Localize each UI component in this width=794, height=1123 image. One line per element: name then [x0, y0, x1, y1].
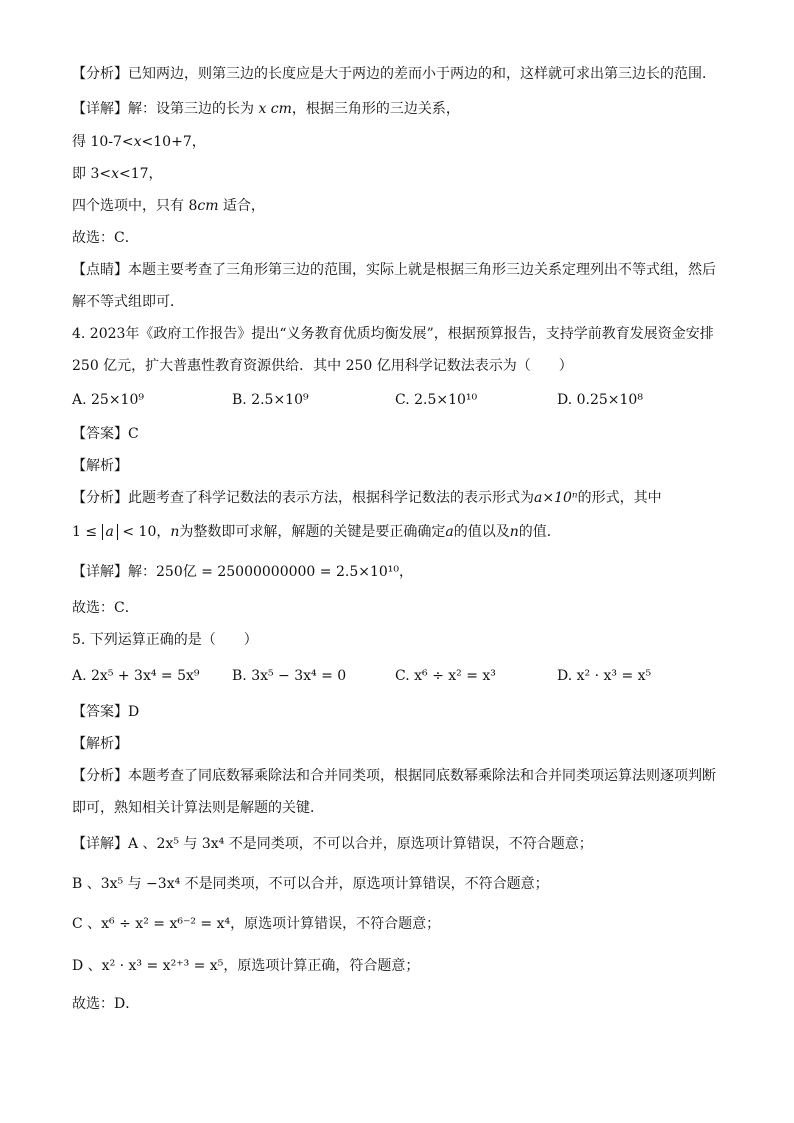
q5-detail-c: C 、x⁶ ÷ x² = x⁶⁻² = x⁴，原选项计算错误，不符合题意；	[72, 916, 441, 932]
q5-option-c: C. x⁶ ÷ x² = x³	[395, 668, 496, 684]
q5-answer: 【答案】D	[72, 704, 140, 720]
q5-options	[72, 666, 734, 686]
q5-detail-a: 【详解】A 、2x⁵ 与 3x⁴ 不是同类项，不可以合并，原选项计算错误，不符合题意；	[72, 836, 593, 852]
q4-analysis-1	[72, 488, 734, 508]
q4-option-c: C. 2.5×10¹⁰	[395, 392, 478, 408]
q4-option-d: D. 0.25×10⁸	[557, 392, 643, 408]
q3-detail-text: 【详解】解：设第三边的长为	[72, 101, 254, 117]
q4-abs-a-var: a	[105, 524, 114, 540]
q3-detail	[72, 99, 734, 119]
q3-comment-1: 【点睛】本题主要考查了三角形第三边的范围，实际上就是根据三角形三边关系定理列出不等式组，然后	[72, 262, 716, 278]
q5-analysis-1: 【分析】本题考查了同底数幂乘除法和合并同类项，根据同底数幂乘除法和合并同类项运算法则逐项判断	[72, 768, 716, 784]
q3-step-1-x: x	[133, 134, 142, 150]
q4-option-b: B. 2.5×10⁹	[232, 392, 309, 408]
q3-step-3-a: 四个选项中，只有 8	[72, 198, 198, 214]
q3-step-3	[72, 196, 734, 216]
q4-options	[72, 390, 734, 410]
q3-step-3-unit: cm	[197, 198, 219, 214]
q4-ineq-b: < 10，	[122, 524, 171, 540]
q4-analysis-2i: 的值．	[518, 524, 561, 540]
q3-step-2-x: x	[111, 166, 119, 182]
q3-choose: 故选：C．	[72, 230, 139, 246]
q4-n-var-2: n	[509, 524, 519, 540]
q5-option-a: A. 2x⁵ + 3x⁴ = 5x⁹	[72, 668, 200, 684]
q4-abs-a	[102, 524, 118, 540]
q4-formula: a×10ⁿ	[534, 490, 578, 506]
q4-choose: 故选：C．	[72, 600, 139, 616]
q4-n-var: n	[170, 524, 180, 540]
q4-analysis-1a: 【分析】此题考查了科学记数法的表示方法，根据科学记数法的表示形式为	[72, 490, 534, 506]
q5-jiexi-heading: 【解析】	[72, 736, 128, 752]
q3-step-2	[72, 164, 734, 184]
q3-step-3-b: 适合，	[218, 198, 265, 214]
q4-detail: 【详解】解：250亿 = 25000000000 = 2.5×10¹⁰，	[72, 564, 413, 580]
q3-analysis: 【分析】已知两边，则第三边的长度应是大于两边的差而小于两边的和，这样就可求出第三边长的范围．	[72, 66, 716, 82]
q4-analysis-2g: 的值以及	[453, 524, 510, 540]
q3-detail-text-2: ，根据三角形的三边关系，	[291, 101, 460, 117]
q4-a-var: a	[445, 524, 454, 540]
q4-ineq-a: 1 ≤	[72, 524, 98, 540]
q4-answer: 【答案】C	[72, 426, 139, 442]
q5-stem: 5. 下列运算正确的是（ ）	[72, 632, 258, 648]
q4-stem-1: 4. 2023年《政府工作报告》提出“义务教育优质均衡发展”，根据预算报告，支持学前教育发展资金安排	[72, 326, 714, 342]
q4-analysis-2e: 为整数即可求解，解题的关键是要正确确定	[179, 524, 446, 540]
q5-detail-d: D 、x² · x³ = x²⁺³ = x⁵，原选项计算正确，符合题意；	[72, 958, 420, 974]
q3-step-2-a: 即 3<	[72, 166, 112, 182]
q5-detail-b: B 、3x⁵ 与 −3x⁴ 不是同类项，不可以合并，原选项计算错误，不符合题意；	[72, 876, 549, 892]
q3-detail-variable: x cm	[258, 101, 292, 117]
q5-option-b: B. 3x⁵ − 3x⁴ = 0	[232, 668, 347, 684]
q3-step-1	[72, 132, 734, 152]
q5-option-d: D. x² · x³ = x⁵	[557, 668, 652, 684]
q4-stem-2: 250 亿元，扩大普惠性教育资源供给．其中 250 亿用科学记数法表示为（ ）	[72, 358, 573, 374]
q4-jiexi-heading: 【解析】	[72, 458, 128, 474]
q4-analysis-1c: 的形式，其中	[577, 490, 662, 506]
q4-analysis-2	[72, 522, 734, 542]
q3-comment-2: 解不等式组即可．	[72, 294, 184, 310]
q5-analysis-2: 即可，熟知相关计算法则是解题的关键．	[72, 800, 324, 816]
q5-choose: 故选：D．	[72, 996, 140, 1012]
q3-step-1-b: <10+7，	[141, 134, 206, 150]
q3-step-1-a: 得 10-7<	[72, 134, 134, 150]
q3-step-2-b: <17，	[119, 166, 163, 182]
q4-option-a: A. 25×10⁹	[72, 392, 144, 408]
